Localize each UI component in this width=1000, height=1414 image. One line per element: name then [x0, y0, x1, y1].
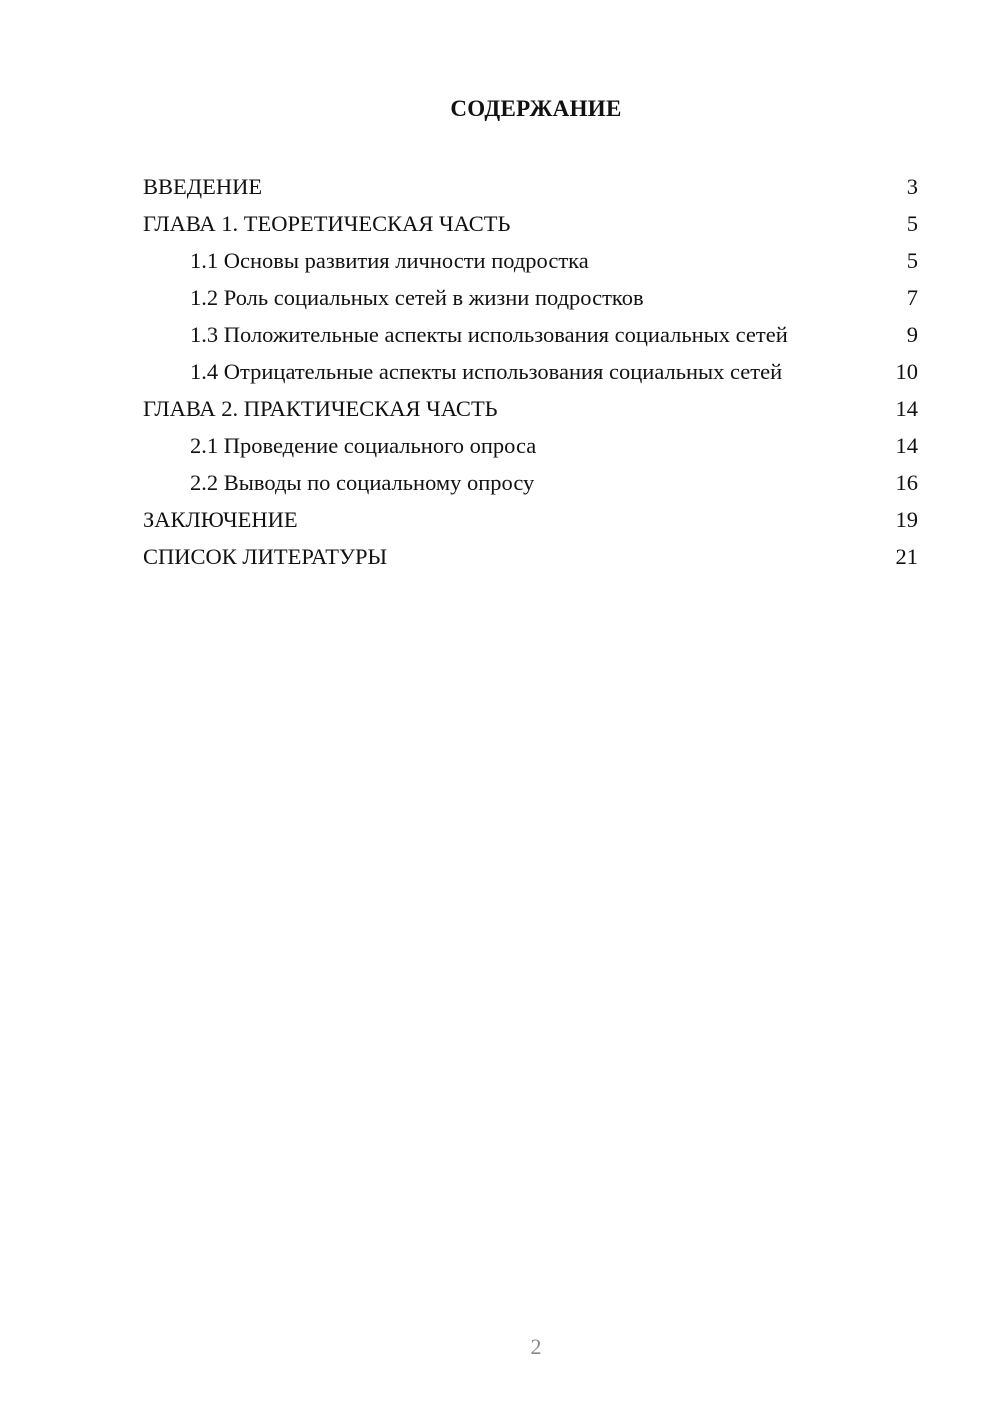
toc-entry-text: ВВЕДЕНИЕ	[143, 174, 263, 199]
table-of-contents	[143, 168, 918, 575]
toc-entry-text: 1.4 Отрицательные аспекты использования социальных сетей	[190, 359, 783, 384]
toc-entry-text: 1.3 Положительные аспекты использования социальных сетей	[190, 322, 788, 347]
toc-entry-page: 21	[895, 544, 918, 569]
toc-entry-page: 9	[906, 322, 918, 347]
toc-entry-page: 14	[895, 396, 918, 421]
toc-entry-page: 14	[895, 433, 918, 458]
toc-entry-references[interactable]	[143, 538, 918, 575]
toc-entry-conclusion[interactable]	[143, 501, 918, 538]
toc-entry-text: 1.1 Основы развития личности подростка	[190, 248, 589, 273]
toc-entry-text: ГЛАВА 1. ТЕОРЕТИЧЕСКАЯ ЧАСТЬ	[143, 211, 511, 236]
toc-entry-page: 5	[906, 248, 918, 273]
toc-entry-text: ГЛАВА 2. ПРАКТИЧЕСКАЯ ЧАСТЬ	[143, 396, 498, 421]
toc-entry-text: 1.2 Роль социальных сетей в жизни подростков	[190, 285, 644, 310]
toc-entry-text: СПИСОК ЛИТЕРАТУРЫ	[143, 544, 388, 569]
toc-entry-text: 2.1 Проведение социального опроса	[190, 433, 537, 458]
toc-entry-section-1-4[interactable]	[143, 353, 918, 390]
toc-entry-introduction[interactable]	[143, 168, 918, 205]
toc-entry-section-2-2[interactable]	[143, 464, 918, 501]
toc-entry-text: ЗАКЛЮЧЕНИЕ	[143, 507, 298, 532]
toc-entry-page: 5	[906, 211, 918, 236]
toc-entry-page: 19	[895, 507, 918, 532]
page-number: 2	[530, 1334, 542, 1359]
toc-entry-page: 3	[906, 174, 918, 199]
toc-entry-page: 10	[895, 359, 918, 384]
toc-heading: СОДЕРЖАНИЕ	[450, 96, 622, 121]
toc-entry-chapter-1[interactable]	[143, 205, 918, 242]
toc-entry-page: 16	[895, 470, 918, 495]
toc-entry-section-1-3[interactable]	[143, 316, 918, 353]
toc-entry-chapter-2[interactable]	[143, 390, 918, 427]
toc-entry-section-1-1[interactable]	[143, 242, 918, 279]
toc-entry-text: 2.2 Выводы по социальному опросу	[190, 470, 535, 495]
toc-entry-section-2-1[interactable]	[143, 427, 918, 464]
toc-entry-section-1-2[interactable]	[143, 279, 918, 316]
toc-entry-page: 7	[906, 285, 918, 310]
